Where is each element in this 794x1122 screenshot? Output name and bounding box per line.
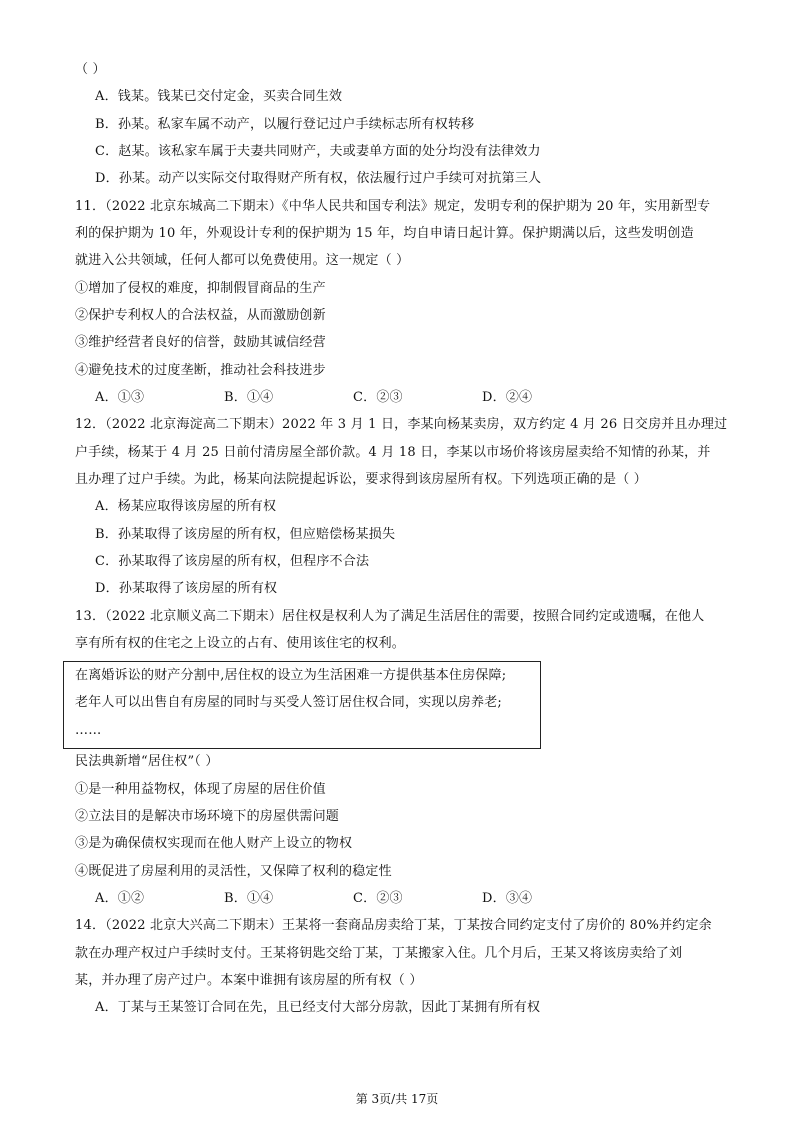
q13-option-a: A．①② bbox=[95, 891, 145, 906]
q13-option-c: C．②③ bbox=[353, 891, 403, 906]
q13-stem-line2: 享有所有权的住宅之上设立的占有、使用该住宅的权利。 bbox=[75, 636, 406, 651]
q13-option-d: D．③④ bbox=[482, 891, 533, 906]
q13-statement-4: ④既促进了房屋利用的灵活性，又保障了权利的稳定性 bbox=[75, 864, 392, 879]
q12-option-a: A．杨某应取得该房屋的所有权 bbox=[95, 499, 277, 514]
q14-stem-line3: 某，并办理了房产过户。本案中谁拥有该房屋的所有权（ ） bbox=[75, 973, 423, 988]
q12-option-d: D．孙某取得了该房屋的所有权 bbox=[95, 581, 278, 596]
q13-material-line1: 在离婚诉讼的财产分割中,居住权的设立为生活困难一方提供基本住房保障; bbox=[75, 668, 507, 683]
q14-option-a: A．丁某与王某签订合同在先，且已经支付大部分房款，因此丁某拥有所有权 bbox=[95, 1000, 541, 1015]
q10-option-b: B．孙某。私家车属不动产，以履行登记过户手续标志所有权转移 bbox=[95, 117, 475, 132]
q12-option-c: C．孙某取得了该房屋的所有权，但程序不合法 bbox=[95, 554, 370, 569]
q12-stem-line2: 户手续，杨某于 4 月 25 日前付清房屋全部价款。4 月 18 日，李某以市场价将该房屋卖给不知情的孙某，并 bbox=[75, 445, 711, 460]
q11-statement-4: ④避免技术的过度垄断，推动社会科技进步 bbox=[75, 363, 326, 378]
q11-statement-1: ①增加了侵权的难度，抑制假冒商品的生产 bbox=[75, 281, 326, 296]
q13-statement-3: ③是为确保债权实现而在他人财产上设立的物权 bbox=[75, 836, 353, 851]
q12-option-b: B．孙某取得了该房屋的所有权，但应赔偿杨某损失 bbox=[95, 527, 396, 542]
q13-material-line2: 老年人可以出售自有房屋的同时与买受人签订居住权合同，实现以房养老; bbox=[75, 695, 502, 710]
q13-statement-2: ②立法目的是解决市场环境下的房屋供需问题 bbox=[75, 809, 340, 824]
q11-option-d: D．②④ bbox=[482, 390, 533, 405]
q11-stem-line1: 11．（2022 北京东城高二下期末）《中华人民共和国专利法》规定，发明专利的保护期为 20 年，实用新型专 bbox=[75, 199, 711, 214]
q13-material-ellipsis: …… bbox=[75, 723, 102, 738]
q11-option-a: A．①③ bbox=[95, 390, 145, 405]
q11-option-b: B．①④ bbox=[224, 390, 274, 405]
page-footer: 第 3页/共 17页 bbox=[355, 1092, 439, 1106]
q14-stem-line2: 款在办理产权过户手续时支付。王某将钥匙交给丁某，丁某搬家入住。几个月后，王某又将该房卖给了刘 bbox=[75, 946, 683, 961]
q13-prompt: 民法典新增“居住权”（ ） bbox=[75, 754, 219, 769]
q11-statement-3: ③维护经营者良好的信誉，鼓励其诚信经营 bbox=[75, 335, 326, 350]
q10-option-a: A．钱某。钱某已交付定金，买卖合同生效 bbox=[95, 89, 343, 104]
q14-stem-line1: 14．（2022 北京大兴高二下期末）王某将一套商品房卖给丁某，丁某按合同约定支付了房价的 80%并约定余 bbox=[75, 918, 712, 933]
q10-option-d: D．孙某。动产以实际交付取得财产所有权，依法履行过户手续可对抗第三人 bbox=[95, 171, 542, 186]
q10-option-c: C．赵某。该私家车属于夫妻共同财产，夫或妻单方面的处分均没有法律效力 bbox=[95, 144, 541, 159]
q12-stem-line3: 且办理了过户手续。为此，杨某向法院提起诉讼，要求得到该房屋所有权。下列选项正确的是（ ） bbox=[75, 472, 647, 487]
q10-paren: （ ） bbox=[75, 62, 106, 77]
q13-option-b: B．①④ bbox=[224, 891, 274, 906]
q13-stem-line1: 13．（2022 北京顺义高二下期末）居住权是权利人为了满足生活居住的需要，按照合同约定或遗嘱，在他人 bbox=[75, 609, 705, 624]
q11-stem-line3: 就进入公共领域，任何人都可以免费使用。这一规定（ ） bbox=[75, 253, 410, 268]
q11-statement-2: ②保护专利权人的合法权益，从而激励创新 bbox=[75, 308, 326, 323]
q11-option-c: C．②③ bbox=[353, 390, 403, 405]
q13-statement-1: ①是一种用益物权，体现了房屋的居住价值 bbox=[75, 782, 326, 797]
q11-stem-line2: 利的保护期为 10 年，外观设计专利的保护期为 15 年，均自申请日起计算。保护期满以后，这些发明创造 bbox=[75, 226, 694, 241]
q12-stem-line1: 12．（2022 北京海淀高二下期末）2022 年 3 月 1 日，李某向杨某卖房，双方约定 4 月 26 日交房并且办理过 bbox=[75, 417, 728, 432]
